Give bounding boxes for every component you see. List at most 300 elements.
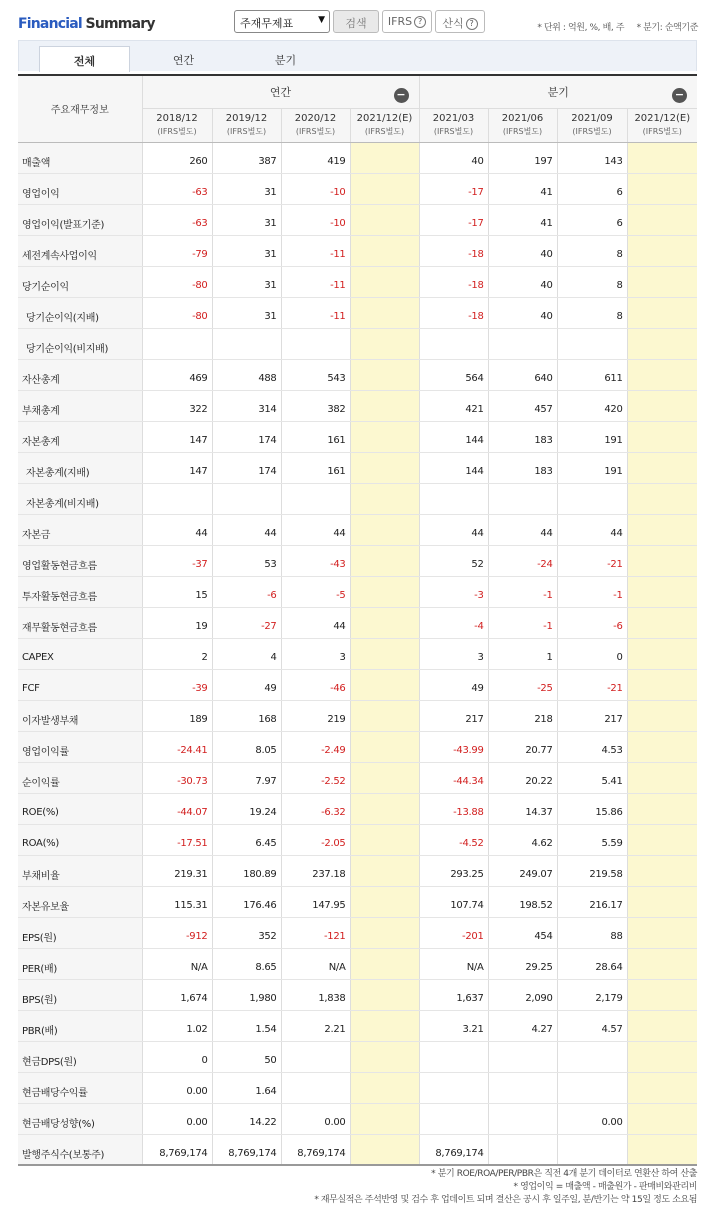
table-cell: 180.89 (212, 855, 281, 886)
row-label: 투자활동현금흐름 (18, 576, 142, 607)
row-label: 부채비율 (18, 855, 142, 886)
table-cell: N/A (142, 948, 212, 979)
table-cell: 88 (557, 917, 627, 948)
table-cell (281, 483, 350, 514)
table-cell (419, 483, 488, 514)
table-cell (627, 142, 697, 173)
table-cell (627, 700, 697, 731)
table-cell: -21 (557, 545, 627, 576)
table-cell: -27 (212, 607, 281, 638)
table-row (18, 359, 697, 390)
table-cell: 454 (488, 917, 557, 948)
column-basis: (IFRS별도) (502, 127, 543, 136)
table-cell: 382 (281, 390, 350, 421)
table-cell: 457 (488, 390, 557, 421)
column-period: 2019/12 (225, 113, 268, 124)
table-cell (350, 1134, 419, 1165)
table-cell (350, 576, 419, 607)
table-cell: 1,637 (419, 979, 488, 1010)
table-row (18, 514, 697, 545)
table-cell (627, 948, 697, 979)
table-cell: -912 (142, 917, 212, 948)
table-cell: -24.41 (142, 731, 212, 762)
footnote: * 영업이익 = 매출액 - 매출원가 - 판매비와관리비 (513, 1182, 697, 1192)
table-cell: 31 (212, 204, 281, 235)
table-cell: 352 (212, 917, 281, 948)
table-cell (557, 1041, 627, 1072)
table-cell: 31 (212, 173, 281, 204)
formula-label: 산식 (442, 17, 464, 30)
table-cell: 19.24 (212, 793, 281, 824)
table-cell (627, 1010, 697, 1041)
table-cell (350, 793, 419, 824)
table-row (18, 1010, 697, 1041)
table-cell: -63 (142, 204, 212, 235)
table-cell (627, 235, 697, 266)
table-row (18, 917, 697, 948)
formula-help-button[interactable] (435, 10, 485, 33)
quarter-label: 분기 (547, 85, 569, 99)
table-cell: -18 (419, 266, 488, 297)
table-cell: 8.65 (212, 948, 281, 979)
row-label: 발행주식수(보통주) (18, 1134, 142, 1165)
table-cell: -1 (488, 576, 557, 607)
row-label: FCF (18, 669, 142, 700)
table-cell (627, 793, 697, 824)
table-cell (627, 328, 697, 359)
table-cell (281, 328, 350, 359)
table-cell: 4.57 (557, 1010, 627, 1041)
column-header (488, 108, 557, 142)
table-cell: 147.95 (281, 886, 350, 917)
table-cell: 174 (212, 452, 281, 483)
table-row (18, 390, 697, 421)
table-cell: -121 (281, 917, 350, 948)
table-row (18, 328, 697, 359)
table-row (18, 607, 697, 638)
table-row (18, 266, 697, 297)
table-cell (281, 1041, 350, 1072)
annual-label: 연간 (269, 85, 292, 99)
period-tabs (18, 40, 697, 71)
table-cell: 419 (281, 142, 350, 173)
table-cell: N/A (281, 948, 350, 979)
row-label: 자산총계 (18, 359, 142, 390)
table-cell: 147 (142, 452, 212, 483)
table-cell (627, 390, 697, 421)
table-cell (350, 669, 419, 700)
column-period: 2021/03 (432, 113, 475, 124)
table-cell (350, 762, 419, 793)
table-cell: 2 (142, 638, 212, 669)
table-cell: 161 (281, 452, 350, 483)
table-cell: 115.31 (142, 886, 212, 917)
table-cell: -39 (142, 669, 212, 700)
table-cell: 8,769,174 (419, 1134, 488, 1165)
table-cell: 14.37 (488, 793, 557, 824)
row-label: 자본총계(지배) (18, 452, 142, 483)
table-cell: 6 (557, 173, 627, 204)
table-cell (350, 328, 419, 359)
table-cell (627, 452, 697, 483)
table-cell: -43 (281, 545, 350, 576)
table-cell: 8,769,174 (212, 1134, 281, 1165)
table-cell (350, 1072, 419, 1103)
table-cell: 147 (142, 421, 212, 452)
table-cell: 174 (212, 421, 281, 452)
row-label: 당기순이익 (18, 266, 142, 297)
column-header (212, 108, 281, 142)
table-cell (627, 731, 697, 762)
table-row (18, 948, 697, 979)
table-cell: -30.73 (142, 762, 212, 793)
summary-header (0, 0, 706, 40)
column-basis: (IFRS별도) (572, 127, 612, 136)
unit-note: * 단위 : 억원, %, 배, 주 (537, 23, 625, 33)
table-cell (627, 359, 697, 390)
table-cell: 107.74 (419, 886, 488, 917)
column-header (350, 108, 419, 142)
page-title (18, 16, 155, 32)
table-cell (142, 483, 212, 514)
row-label: 세전계속사업이익 (18, 235, 142, 266)
table-cell (350, 917, 419, 948)
table-cell: -10 (281, 173, 350, 204)
row-label: 자본총계(비지배) (18, 483, 142, 514)
table-cell (488, 483, 557, 514)
table-cell (212, 483, 281, 514)
table-cell: -79 (142, 235, 212, 266)
tab-quarter[interactable]: 분기 (274, 54, 297, 67)
table-cell (627, 979, 697, 1010)
table-cell: 2,179 (557, 979, 627, 1010)
table-row (18, 1134, 697, 1165)
column-period: 2021/09 (571, 113, 613, 124)
table-cell: 1.02 (142, 1010, 212, 1041)
table-cell: 3 (419, 638, 488, 669)
table-cell (350, 731, 419, 762)
search-button[interactable]: 검색 (333, 10, 379, 33)
ifrs-label: IFRS (387, 15, 413, 28)
table-cell: -13.88 (419, 793, 488, 824)
table-cell (350, 545, 419, 576)
table-row (18, 762, 697, 793)
table-cell: -18 (419, 235, 488, 266)
table-cell: 8 (557, 266, 627, 297)
table-cell: 0 (142, 1041, 212, 1072)
collapse-quarter-icon[interactable]: − (672, 88, 687, 103)
table-cell (627, 607, 697, 638)
table-cell: 5.41 (557, 762, 627, 793)
table-cell: 217 (557, 700, 627, 731)
table-cell (350, 173, 419, 204)
tab-annual[interactable]: 연간 (172, 54, 195, 67)
table-cell (350, 204, 419, 235)
statement-type-select[interactable] (234, 10, 330, 33)
ifrs-help-button[interactable] (382, 10, 432, 33)
table-cell (350, 886, 419, 917)
table-row (18, 545, 697, 576)
collapse-annual-icon[interactable]: − (394, 88, 409, 103)
corner-header: 주요재무정보 (18, 76, 142, 142)
table-row (18, 235, 697, 266)
table-cell (350, 607, 419, 638)
table-cell: 44 (488, 514, 557, 545)
table-cell: -46 (281, 669, 350, 700)
table-cell: 1.64 (212, 1072, 281, 1103)
table-cell: -2.49 (281, 731, 350, 762)
column-header (281, 108, 350, 142)
table-cell (627, 824, 697, 855)
table-cell: -17 (419, 204, 488, 235)
annual-group-header (142, 76, 419, 108)
column-header (557, 108, 627, 142)
table-cell: 40 (419, 142, 488, 173)
table-cell: 3.21 (419, 1010, 488, 1041)
table-cell: 40 (488, 266, 557, 297)
table-cell (350, 700, 419, 731)
table-cell (281, 1072, 350, 1103)
table-cell (350, 483, 419, 514)
table-cell: 469 (142, 359, 212, 390)
table-cell: 488 (212, 359, 281, 390)
table-row (18, 669, 697, 700)
table-row (18, 1103, 697, 1134)
table-cell (350, 1010, 419, 1041)
table-cell: 1.54 (212, 1010, 281, 1041)
table-cell: 41 (488, 204, 557, 235)
table-cell (488, 328, 557, 359)
table-row (18, 452, 697, 483)
column-basis: (IFRS별도) (157, 127, 197, 136)
table-row (18, 793, 697, 824)
table-cell (627, 173, 697, 204)
table-cell: 44 (557, 514, 627, 545)
table-cell: 183 (488, 452, 557, 483)
table-cell: 144 (419, 421, 488, 452)
table-row (18, 1072, 697, 1103)
table-cell: 260 (142, 142, 212, 173)
table-cell: 237.18 (281, 855, 350, 886)
table-cell: 4.27 (488, 1010, 557, 1041)
table-cell: 219 (281, 700, 350, 731)
table-cell: 1,838 (281, 979, 350, 1010)
table-row (18, 855, 697, 886)
table-cell: -10 (281, 204, 350, 235)
table-cell: 44 (142, 514, 212, 545)
table-cell: 161 (281, 421, 350, 452)
row-label: 현금DPS(원) (18, 1041, 142, 1072)
table-cell: 44 (281, 607, 350, 638)
column-basis: (IFRS별도) (433, 127, 474, 136)
table-cell: 20.22 (488, 762, 557, 793)
table-cell: 49 (419, 669, 488, 700)
table-cell: -3 (419, 576, 488, 607)
table-cell (557, 328, 627, 359)
table-cell (627, 1041, 697, 1072)
table-cell: 53 (212, 545, 281, 576)
table-cell: -11 (281, 235, 350, 266)
row-label: 자본총계 (18, 421, 142, 452)
table-cell: 293.25 (419, 855, 488, 886)
table-cell: 6.45 (212, 824, 281, 855)
row-label: 재무활동현금흐름 (18, 607, 142, 638)
table-cell: 543 (281, 359, 350, 390)
footnote: * 분기 ROE/ROA/PER/PBR은 직전 4개 분기 데이터로 연환산 하여 산출 (431, 1169, 697, 1179)
table-cell: 15 (142, 576, 212, 607)
table-cell: 191 (557, 421, 627, 452)
table-cell: 15.86 (557, 793, 627, 824)
table-cell: N/A (419, 948, 488, 979)
table-cell: -2.05 (281, 824, 350, 855)
table-row (18, 421, 697, 452)
table-cell: 191 (557, 452, 627, 483)
table-cell (350, 266, 419, 297)
table-cell: 0.00 (557, 1103, 627, 1134)
table-cell: 640 (488, 359, 557, 390)
select-value: 주재무제표 (240, 17, 294, 30)
column-header (142, 108, 212, 142)
column-period: 2021/12(E) (356, 113, 413, 124)
table-cell: -44.07 (142, 793, 212, 824)
column-header (419, 108, 488, 142)
table-cell: 183 (488, 421, 557, 452)
table-cell: 49 (212, 669, 281, 700)
table-cell (627, 638, 697, 669)
table-cell (350, 142, 419, 173)
table-cell (627, 886, 697, 917)
table-row (18, 1041, 697, 1072)
table-cell (627, 297, 697, 328)
table-cell: -80 (142, 297, 212, 328)
table-cell: 8,769,174 (281, 1134, 350, 1165)
table-cell (488, 1072, 557, 1103)
table-cell (488, 1134, 557, 1165)
table-cell: 20.77 (488, 731, 557, 762)
table-cell: -24 (488, 545, 557, 576)
row-label: 영업이익(발표기준) (18, 204, 142, 235)
footnotes (314, 1168, 697, 1207)
table-cell: 4.62 (488, 824, 557, 855)
table-cell: 217 (419, 700, 488, 731)
table-cell (557, 1134, 627, 1165)
table-cell (350, 235, 419, 266)
table-cell: 143 (557, 142, 627, 173)
table-cell: 0.00 (142, 1103, 212, 1134)
table-cell: 8 (557, 235, 627, 266)
footnote: * 재무실적은 주석반영 및 검수 후 업데이트 되며 결산은 공시 후 일주일, 분/반기는 약 15일 정도 소요됨 (314, 1195, 697, 1205)
row-label: 이자발생부채 (18, 700, 142, 731)
question-icon: ? (414, 16, 426, 28)
table-cell (350, 390, 419, 421)
table-cell: 198.52 (488, 886, 557, 917)
table-row (18, 483, 697, 514)
table-cell (488, 1103, 557, 1134)
row-label: PER(배) (18, 948, 142, 979)
chevron-down-icon: ▼ (318, 15, 325, 25)
column-basis: (IFRS별도) (295, 127, 336, 136)
table-cell: -4 (419, 607, 488, 638)
table-cell: 8.05 (212, 731, 281, 762)
question-icon: ? (466, 18, 478, 30)
table-cell: 1 (488, 638, 557, 669)
table-row (18, 576, 697, 607)
table-row (18, 700, 697, 731)
table-cell: 219.58 (557, 855, 627, 886)
column-basis: (IFRS별도) (364, 127, 405, 136)
table-cell: 2,090 (488, 979, 557, 1010)
table-row (18, 297, 697, 328)
table-cell: 8 (557, 297, 627, 328)
table-cell (627, 1072, 697, 1103)
row-label: 당기순이익(비지배) (18, 328, 142, 359)
column-period: 2018/12 (156, 113, 198, 124)
quarter-group-header (419, 76, 697, 108)
table-cell (627, 917, 697, 948)
table-cell: -43.99 (419, 731, 488, 762)
row-label: 현금배당성향(%) (18, 1103, 142, 1134)
tab-all[interactable]: 전체 (39, 46, 130, 72)
table-cell: -17.51 (142, 824, 212, 855)
row-label: 영업활동현금흐름 (18, 545, 142, 576)
table-cell: -44.34 (419, 762, 488, 793)
table-cell: 218 (488, 700, 557, 731)
table-cell (142, 328, 212, 359)
table-row (18, 204, 697, 235)
table-cell: 219.31 (142, 855, 212, 886)
table-cell (350, 855, 419, 886)
table-cell: 0 (557, 638, 627, 669)
table-cell: 0.00 (142, 1072, 212, 1103)
table-cell (212, 328, 281, 359)
row-label: 부채총계 (18, 390, 142, 421)
table-cell: 7.97 (212, 762, 281, 793)
table-cell: 314 (212, 390, 281, 421)
title-financial: Financial (18, 16, 82, 32)
table-cell: -6.32 (281, 793, 350, 824)
table-cell: 1,980 (212, 979, 281, 1010)
table-cell: 249.07 (488, 855, 557, 886)
column-period: 2020/12 (294, 113, 337, 124)
table-cell (350, 1041, 419, 1072)
table-row (18, 173, 697, 204)
table-cell: 41 (488, 173, 557, 204)
column-basis: (IFRS별도) (226, 127, 267, 136)
table-cell: 31 (212, 235, 281, 266)
table-cell (350, 359, 419, 390)
table-cell: -201 (419, 917, 488, 948)
table-cell (350, 514, 419, 545)
table-cell: 5.59 (557, 824, 627, 855)
table-cell: 216.17 (557, 886, 627, 917)
table-cell: 3 (281, 638, 350, 669)
table-cell: -11 (281, 266, 350, 297)
table-cell: 0.00 (281, 1103, 350, 1134)
table-cell: 4 (212, 638, 281, 669)
table-cell: -17 (419, 173, 488, 204)
table-cell: 14.22 (212, 1103, 281, 1134)
table-cell (350, 824, 419, 855)
table-cell (627, 1134, 697, 1165)
table-cell (557, 1072, 627, 1103)
table-cell (627, 762, 697, 793)
table-cell: 421 (419, 390, 488, 421)
table-cell: 1,674 (142, 979, 212, 1010)
table-cell: 52 (419, 545, 488, 576)
row-label: 자본유보율 (18, 886, 142, 917)
column-period: 2021/06 (501, 113, 544, 124)
table-cell: -1 (488, 607, 557, 638)
